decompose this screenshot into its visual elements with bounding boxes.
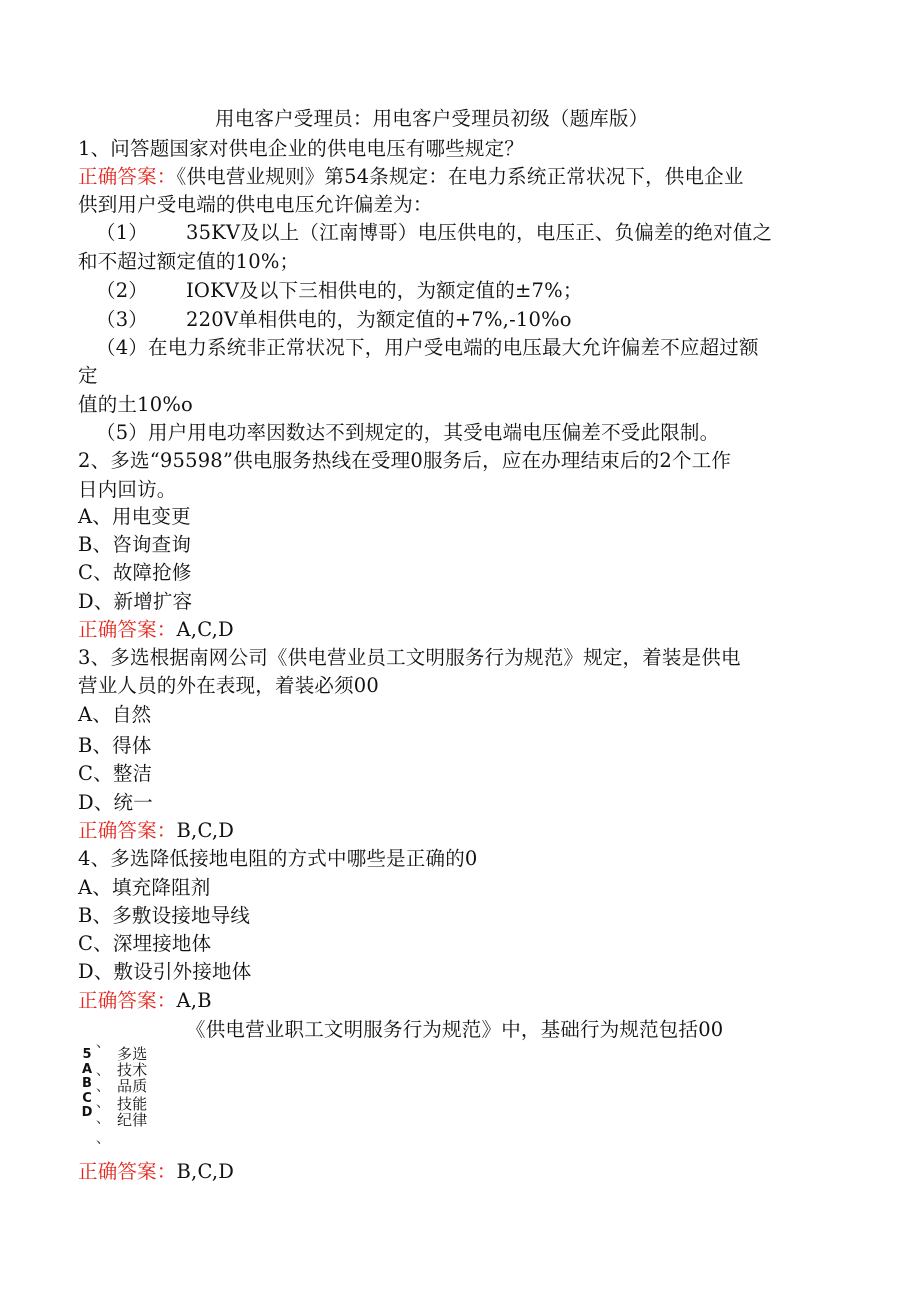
- q3-option-b: B、得体: [78, 734, 152, 757]
- answer-label: 正确答案：: [78, 1160, 177, 1183]
- q4-answer-value: A,B: [176, 989, 212, 1012]
- q1-item-1-text: 35KV及以上（江南博哥）电压供电的，电压正、负偏差的绝对值之: [186, 221, 773, 244]
- q5-option-a: 技术: [117, 1061, 148, 1079]
- q5-letter-5: 5: [82, 1047, 92, 1062]
- q5-option-d: 纪律: [117, 1111, 148, 1129]
- list-comma-mark: 、: [96, 1063, 110, 1079]
- answer-label: 正确答案：: [78, 819, 177, 842]
- answer-label: 正确答案：: [78, 618, 177, 641]
- q1-item-2-text: IOKV及以下三相供电的，为额定值的±7%；: [186, 279, 583, 302]
- page-title: 用电客户受理员：用电客户受理员初级（题库版）: [215, 107, 649, 130]
- q1-item-1-cont: 和不超过额定值的10%；: [78, 250, 300, 273]
- list-comma-mark: 、: [96, 1131, 110, 1147]
- q5-letter-d: D: [81, 1105, 93, 1120]
- q1-item-3-num: （3）: [96, 308, 149, 331]
- q1-item-2: [96, 278, 583, 304]
- q4-option-d: D、敷设引外接地体: [78, 960, 252, 983]
- q1-item-4: （4）在电力系统非正常状况下，用户受电端的电压最大允许偏差不应超过额: [96, 336, 759, 359]
- list-comma-mark: 、: [96, 1035, 110, 1051]
- q2-answer-value: A,C,D: [176, 618, 234, 641]
- q1-item-1: [96, 220, 772, 246]
- q1-answer-text: 《供电营业规则》第54条规定：在电力系统正常状况下，供电企业: [176, 165, 744, 188]
- answer-label: 正确答案：: [78, 989, 177, 1012]
- q1-question: 1、问答题国家对供电企业的供电电压有哪些规定？: [78, 137, 525, 160]
- q4-option-a: A、填充降阻剂: [78, 876, 211, 899]
- q2-option-d: D、新增扩容: [78, 590, 193, 613]
- list-comma-mark: 、: [96, 1079, 110, 1095]
- list-comma-mark: 、: [96, 1111, 110, 1127]
- q4-option-b: B、多敷设接地导线: [78, 904, 251, 927]
- q1-item-3: [96, 307, 572, 333]
- q5-question: 《供电营业职工文明服务行为规范》中，基础行为规范包括00: [186, 1018, 724, 1041]
- q3-question-cont: 营业人员的外在表现，着装必须00: [78, 674, 380, 697]
- q2-option-c: C、故障抢修: [78, 561, 192, 584]
- q4-question: 4、多选降低接地电阻的方式中哪些是正确的0: [78, 847, 478, 870]
- q5-answer: [78, 1159, 234, 1185]
- q5-option-b: 品质: [117, 1077, 148, 1095]
- q2-question: 2、多选“95598”供电服务热线在受理0服务后，应在办理结束后的2个工作: [78, 449, 732, 472]
- q1-item-4-cont: 定: [78, 364, 98, 387]
- q1-item-5: （5）用户用电功率因数达不到规定的，其受电端电压偏差不受此限制。: [96, 421, 720, 444]
- q1-item-3-text: 220V单相供电的，为额定值的+7%,-10%o: [186, 308, 572, 331]
- q3-question: 3、多选根据南网公司《供电营业员工文明服务行为规范》规定，着装是供电: [78, 646, 741, 669]
- q3-option-a: A、自然: [78, 703, 152, 726]
- q2-option-b: B、咨询查询: [78, 533, 192, 556]
- q2-option-a: A、用电变更: [78, 505, 191, 528]
- q3-option-d: D、统一: [78, 791, 153, 814]
- list-comma-mark: 、: [96, 1095, 110, 1111]
- q5-letter-b: B: [82, 1076, 92, 1091]
- q5-option-0: 多选: [117, 1045, 148, 1063]
- q5-letter-a: A: [81, 1061, 93, 1077]
- q2-question-cont: 日内回访。: [78, 478, 177, 501]
- q4-answer: [78, 988, 212, 1014]
- q5-answer-value: B,C,D: [176, 1160, 235, 1183]
- q1-item-2-num: （2）: [96, 279, 149, 302]
- q1-answer-line: [78, 164, 744, 190]
- q4-option-c: C、深埋接地体: [78, 932, 212, 955]
- answer-label: 正确答案：: [78, 165, 177, 188]
- q1-answer-cont: 供到用户受电端的供电电压允许偏差为：: [78, 193, 433, 216]
- q1-item-4-cont2: 值的土10%o: [78, 393, 193, 416]
- q5-vertical-letters: [80, 1048, 94, 1121]
- q5-option-c: 技能: [117, 1095, 148, 1113]
- q3-option-c: C、整洁: [78, 762, 153, 785]
- q3-answer: [78, 818, 234, 844]
- q2-answer: [78, 617, 234, 643]
- q1-item-1-num: （1）: [96, 221, 149, 244]
- q3-answer-value: B,C,D: [176, 819, 235, 842]
- q5-letter-c: C: [82, 1090, 92, 1106]
